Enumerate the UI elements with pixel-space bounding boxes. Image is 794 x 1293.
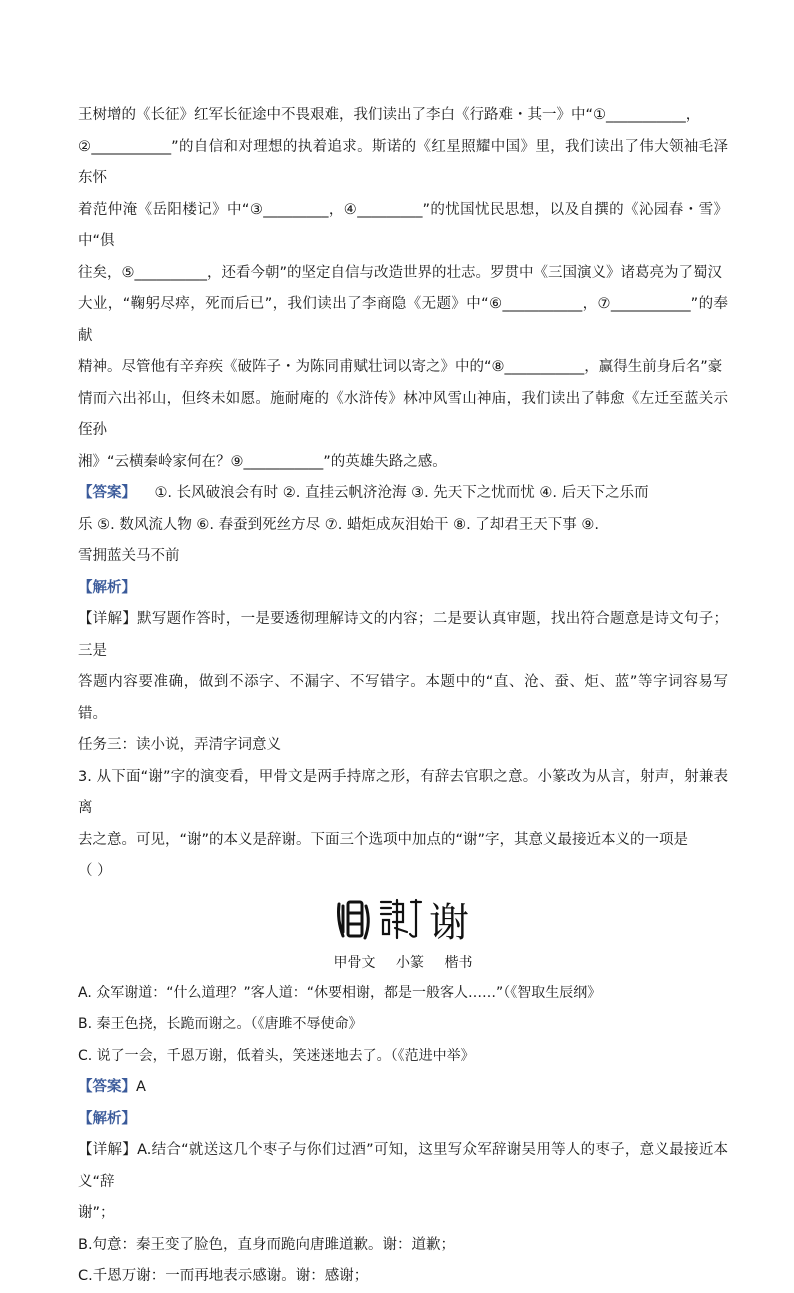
- passage-line: 王树增的《长征》红军长征途中不畏艰难，我们读出了李白《行路难・其一》中“①___________，: [78, 107, 701, 123]
- question-line: 去之意。可见，“谢”的本义是辞谢。下面三个选项中加点的“谢”字，其意义最接近本义的一项是: [78, 831, 689, 848]
- option-a: A. 众军谢道：“什么道理？”客人道：“休要相谢，都是一般客人……”（《智取生辰纲》: [78, 984, 602, 1001]
- analysis-line: [78, 1135, 728, 1198]
- task-heading: 任务三：读小说，弄清字词意义: [78, 737, 281, 753]
- answer-tag: 【答案】: [78, 1079, 136, 1095]
- figure-caption: [78, 948, 728, 978]
- analysis-tag: 【解析】: [78, 579, 136, 596]
- passage-line: 大业，“鞠躬尽瘁，死而后已”，我们读出了李商隐《无题》中“⑥___________，⑦___________”的奉献: [78, 296, 728, 344]
- xie-glyph-image: [333, 892, 473, 946]
- detail-tag: 【详解】: [78, 611, 138, 627]
- analysis-line: 答题内容要准确，做到不添字、不漏字、不写错字。本题中的“直、沧、蚕、炬、蓝”等字词容易写错。: [78, 674, 728, 722]
- answer-line: 雪拥蓝关马不前: [78, 548, 180, 564]
- analysis-line: [78, 604, 728, 667]
- option-c: C. 说了一会，千恩万谢，低着头，笑迷迷地去了。（《范进中举》: [78, 1047, 475, 1064]
- question-line: 3. 从下面“谢”字的演变看，甲骨文是两手持席之形，有辞去官职之意。小篆改为从言，射声，射兼表离: [78, 768, 728, 816]
- answer-line: [78, 1072, 728, 1104]
- answer-tag: 【答案】: [78, 485, 136, 501]
- caption-regular: 楷书: [444, 954, 473, 971]
- caption-oracle: 甲骨文: [333, 954, 376, 971]
- analysis-line: B.句意：秦王变了脸色，直身而跪向唐雎道歉。谢：道歉；: [78, 1236, 456, 1253]
- analysis-line: 谢”；: [78, 1205, 115, 1221]
- seal-script-glyph: [381, 900, 421, 938]
- analysis-line: C.千恩万谢：一而再地表示感谢。谢：感谢；: [78, 1268, 369, 1284]
- detail-tag: 【详解】: [78, 1142, 138, 1158]
- answer-value: A: [136, 1079, 146, 1095]
- passage-line: 湘》“云横秦岭家何在？⑨___________”的英雄失路之感。: [78, 453, 447, 470]
- kaishu-glyph: 谢: [429, 899, 469, 946]
- character-evolution-figure: [78, 892, 728, 948]
- option-b: B. 秦王色挠，长跪而谢之。（《唐雎不辱使命》: [78, 1016, 363, 1032]
- passage-line: 精神。尽管他有辛弃疾《破阵子・为陈同甫赋壮词以寄之》中的“⑧___________，赢得生前身后名”豪: [78, 359, 723, 375]
- answer-line: [78, 478, 728, 510]
- passage-line: ②___________”的自信和对理想的执着追求。斯诺的《红星照耀中国》里，我们读出了伟大领袖毛泽东怀: [78, 138, 728, 186]
- oracle-bone-glyph: [339, 902, 369, 938]
- caption-seal: 小篆: [396, 954, 424, 971]
- answer-line: 乐 ⑤. 数风流人物 ⑥. 春蚕到死丝方尽 ⑦. 蜡炬成灰泪始干 ⑧. 了却君王天下事 ⑨.: [78, 516, 600, 533]
- answer-text: ①. 长风破浪会有时 ②. 直挂云帆济沧海 ③. 先天下之忧而忧 ④. 后天下之乐而: [154, 485, 649, 501]
- passage-line: 情而六出祁山，但终未如愿。施耐庵的《水浒传》林冲风雪山神庙，我们读出了韩愈《左迁至蓝关示侄孙: [78, 390, 728, 438]
- question-line: （ ）: [78, 863, 112, 879]
- passage-line: 往矣，⑤__________，还看今朝”的坚定自信与改造世界的壮志。罗贯中《三国演义》诸葛亮为了蜀汉: [78, 264, 723, 281]
- analysis-tag: 【解析】: [78, 1110, 136, 1127]
- passage-line: 着范仲淹《岳阳楼记》中“③_________，④_________”的忧国忧民思想，以及自撰的《沁园春・雪》中“俱: [78, 201, 728, 249]
- analysis-text: A.结合“就送这几个枣子与你们过酒”可知，这里写众军辞谢吴用等人的枣子，意义最接近本义“辞: [78, 1142, 729, 1190]
- document-page: [78, 100, 728, 1293]
- analysis-text: 默写题作答时，一是要透彻理解诗文的内容；二是要认真审题，找出符合题意是诗文句子；三是: [78, 611, 729, 659]
